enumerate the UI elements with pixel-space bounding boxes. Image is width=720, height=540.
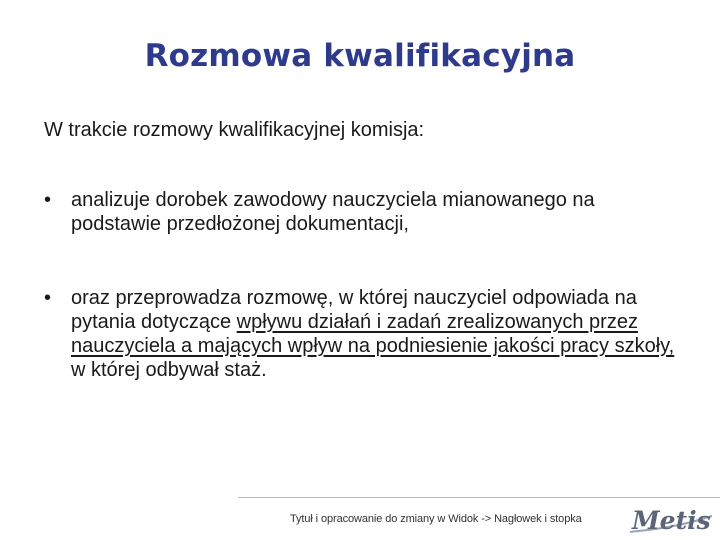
intro-text: W trakcie rozmowy kwalifikacyjnej komisja: — [44, 119, 425, 141]
bullet-item-1 — [44, 188, 684, 236]
slide-title: Rozmowa kwalifikacyjna — [144, 38, 576, 74]
bullet-marker: • — [44, 287, 52, 309]
bullet-text-2 — [71, 286, 684, 382]
bullet-marker: • — [44, 189, 52, 211]
footer-divider — [238, 497, 720, 498]
bullet-text-1: analizuje dorobek zawodowy nauczyciela mianowanego na podstawie przedłożonej dokumentacji, — [71, 189, 595, 235]
logo-text: Metis — [632, 506, 711, 535]
bullet-text-2-underlined: wpływu działań i zadań zrealizowanych przez nauczyciela a mających wpływ na podniesienie jakości pracy szkoły, — [71, 311, 675, 357]
metis-logo — [626, 500, 714, 540]
bullet-text-2-end: w której odbywał staż. — [71, 359, 267, 381]
bullet-item-2 — [44, 286, 684, 382]
footer-text: Tytuł i opracowanie do zmiany w Widok -> Nagłowek i stopka — [290, 513, 582, 525]
bullet-text-2-start: oraz przeprowadza rozmowę, w której nauczyciel odpowiada na pytania dotyczące — [71, 287, 637, 333]
